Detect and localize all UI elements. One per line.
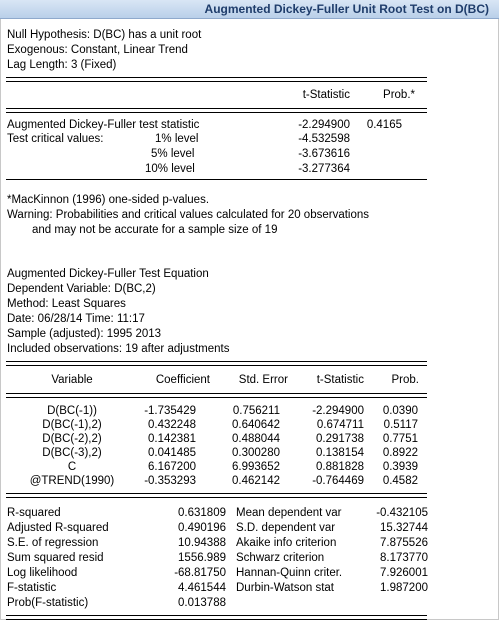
window-titlebar[interactable] (0, 0, 499, 19)
stat-value: 0.490196 (178, 522, 226, 534)
null-hypothesis: Null Hypothesis: D(BC) has a unit root (7, 29, 202, 41)
stat-value: -0.432105 (376, 507, 428, 519)
stat-value: 7.875526 (380, 537, 428, 549)
coef-variable: D(BC(-1),2) (42, 419, 102, 431)
crit-level-label: 5% level (151, 148, 195, 160)
coef-value: -0.353293 (144, 475, 196, 487)
sample: Sample (adjusted): 1995 2013 (7, 328, 162, 340)
adf-stat-label: Augmented Dickey-Fuller test statistic (7, 119, 200, 131)
coef-tstat: -0.764469 (312, 475, 364, 487)
coef-tstat: -2.294900 (312, 405, 364, 417)
mackinnon-note: *MacKinnon (1996) one-sided p-values. (7, 194, 210, 206)
coef-tstat: 0.291738 (316, 433, 364, 445)
dependent-variable: Dependent Variable: D(BC,2) (7, 283, 156, 295)
col-prob-header: Prob.* (383, 89, 415, 101)
coef-value: 6.167200 (148, 461, 196, 473)
warning-note-cont: and may not be accurate for a sample size of 19 (32, 224, 278, 236)
coef-prob: 0.0390 (382, 405, 418, 417)
stat-value: 7.926001 (380, 567, 428, 579)
coef-variable: D(BC(-2),2) (42, 433, 102, 445)
stat-label: R-squared (7, 507, 61, 519)
col-tstat-header: t-Statistic (302, 89, 350, 101)
warning-note: Warning: Probabilities and critical values calculated for 20 observations (7, 209, 370, 221)
exogenous: Exogenous: Constant, Linear Trend (7, 44, 188, 56)
double-rule (6, 108, 427, 113)
coef-header-coefficient: Coefficient (155, 374, 210, 386)
double-rule (6, 615, 427, 620)
crit-level-label: 1% level (155, 133, 199, 145)
coef-prob: 0.8922 (382, 447, 418, 459)
coef-prob: 0.4582 (382, 475, 418, 487)
coef-stderr: 0.640642 (232, 419, 280, 431)
stat-label: Adjusted R-squared (7, 522, 109, 534)
stat-value: 1.987200 (380, 582, 428, 594)
stat-value: -68.81750 (174, 567, 226, 579)
coef-stderr: 0.462142 (232, 475, 280, 487)
coef-value: 0.432248 (148, 419, 196, 431)
stat-label: Sum squared resid (7, 552, 104, 564)
crit-level-value: -3.277364 (298, 163, 350, 175)
coef-value: -1.735429 (144, 405, 196, 417)
stat-value: 15.32744 (380, 522, 428, 534)
coef-variable: @TREND(1990) (29, 475, 115, 487)
included-observations: Included observations: 19 after adjustments (7, 343, 230, 355)
single-rule (6, 179, 427, 180)
lag-length: Lag Length: 3 (Fixed) (7, 59, 117, 71)
coef-variable: D(BC(-3),2) (42, 447, 102, 459)
stat-label: F-statistic (7, 582, 57, 594)
adf-stat-value: -2.294900 (298, 119, 350, 131)
double-rule (6, 393, 427, 398)
coef-tstat: 0.881828 (316, 461, 364, 473)
crit-values-label: Test critical values: (7, 133, 104, 145)
coef-value: 0.041485 (148, 447, 196, 459)
coef-header-prob: Prob. (391, 374, 419, 386)
window-title: Augmented Dickey-Fuller Unit Root Test on D(BC) (204, 2, 489, 16)
coef-tstat: 0.674711 (316, 419, 364, 431)
equation-title: Augmented Dickey-Fuller Test Equation (7, 268, 209, 280)
coef-variable: D(BC(-1)) (47, 405, 97, 417)
stat-value: 8.173770 (380, 552, 428, 564)
stat-label: Hannan-Quinn criter. (236, 567, 343, 579)
coef-tstat: 0.138154 (316, 447, 364, 459)
stat-value: 10.94388 (178, 537, 226, 549)
stat-value: 0.013788 (178, 597, 226, 609)
coef-variable: C (67, 461, 77, 473)
crit-level-label: 10% level (145, 163, 195, 175)
double-rule (6, 493, 427, 498)
coef-header-tstat: t-Statistic (316, 374, 364, 386)
coef-stderr: 6.993652 (232, 461, 280, 473)
crit-level-value: -4.532598 (298, 133, 350, 145)
stat-value: 1556.989 (178, 552, 226, 564)
coef-prob: 0.3939 (382, 461, 418, 473)
stat-label: Mean dependent var (236, 507, 342, 519)
coef-stderr: 0.300280 (232, 447, 280, 459)
stat-label: S.D. dependent var (236, 522, 336, 534)
coef-prob: 0.5117 (383, 419, 418, 431)
coef-value: 0.142381 (148, 433, 196, 445)
date-time: Date: 06/28/14 Time: 11:17 (7, 313, 145, 325)
stat-label: Log likelihood (7, 567, 78, 579)
stat-label: Durbin-Watson stat (236, 582, 334, 594)
output-view[interactable] (0, 19, 499, 620)
double-rule (6, 361, 427, 366)
crit-level-value: -3.673616 (298, 148, 350, 160)
stat-value: 4.461544 (178, 582, 226, 594)
double-rule (6, 77, 427, 82)
stat-label: Akaike info criterion (236, 537, 337, 549)
method: Method: Least Squares (7, 298, 126, 310)
stat-label: S.E. of regression (7, 537, 99, 549)
coef-stderr: 0.756211 (232, 405, 280, 417)
stat-label: Schwarz criterion (236, 552, 325, 564)
coef-header-stderr: Std. Error (238, 374, 288, 386)
adf-stat-prob: 0.4165 (366, 119, 402, 131)
coef-prob: 0.7751 (382, 433, 418, 445)
stat-value: 0.631809 (178, 507, 226, 519)
coef-header-variable: Variable (51, 374, 93, 386)
coef-stderr: 0.488044 (232, 433, 280, 445)
stat-label: Prob(F-statistic) (7, 597, 89, 609)
